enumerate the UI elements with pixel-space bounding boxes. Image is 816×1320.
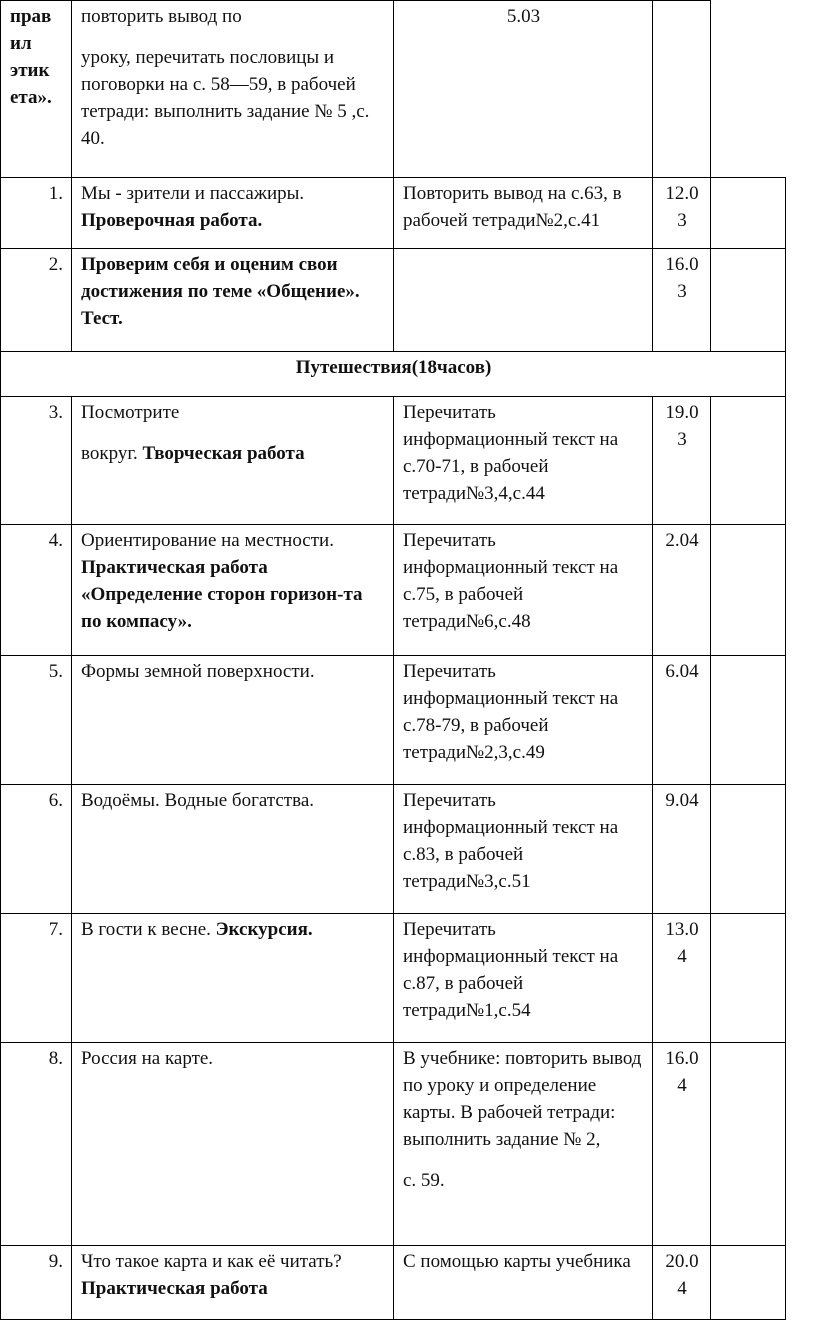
- date-cell: [653, 178, 711, 249]
- table-row: [1, 249, 786, 352]
- topic-bold-text: Творческая работа: [142, 443, 305, 464]
- table-row: [1, 1246, 786, 1320]
- topic-bold-text: Проверочная работа.: [81, 210, 263, 231]
- empty-cell: [711, 656, 786, 785]
- topic-text: В гости к весне.: [81, 919, 211, 940]
- table-row: [1, 785, 786, 914]
- table-row: [1, 525, 786, 656]
- date-cell: [653, 249, 711, 352]
- row-number: 9.: [1, 1246, 72, 1320]
- date-cell: [653, 656, 711, 785]
- date-text: 12.03: [665, 183, 699, 231]
- row-number: 4.: [1, 525, 72, 656]
- homework-cell: Перечитать информационный текст на с.78-79, в рабочей тетради№2,3,с.49: [394, 656, 653, 785]
- date-text: 19.03: [665, 402, 699, 450]
- date-cell: 5.03: [394, 1, 653, 178]
- empty-cell: [711, 914, 786, 1043]
- date-text: 16.04: [665, 1048, 699, 1096]
- date-cell: [653, 1246, 711, 1320]
- topic-cell: Россия на карте.: [72, 1043, 394, 1246]
- topic-fragment-cell: прав ил этик ета».: [1, 1, 72, 178]
- row-number: 5.: [1, 656, 72, 785]
- table-row: [1, 397, 786, 525]
- date-cell: [653, 785, 711, 914]
- empty-cell: [653, 1, 711, 178]
- topic-text: Посмотрите: [81, 402, 180, 423]
- row-number: 7.: [1, 914, 72, 1043]
- date-text: 2.04: [665, 530, 699, 551]
- topic-cell: [72, 1246, 394, 1320]
- topic-cell: [72, 397, 394, 525]
- date-text: 6.04: [665, 661, 699, 682]
- topic-text: Мы - зрители и пассажиры.: [81, 183, 305, 204]
- topic-cell: Водоёмы. Водные богатства.: [72, 785, 394, 914]
- topic-cell: [72, 525, 394, 656]
- row-number: 2.: [1, 249, 72, 352]
- outside-cell: [711, 1, 786, 178]
- homework-cell: Перечитать информационный текст на с.75, в рабочей тетради№6,с.48: [394, 525, 653, 656]
- homework-cell: Повторить вывод на с.63, в рабочей тетради№2,с.41: [394, 178, 653, 249]
- empty-cell: [711, 178, 786, 249]
- homework-cell: Перечитать информационный текст на с.87, в рабочей тетради№1,с.54: [394, 914, 653, 1043]
- table-row: [1, 178, 786, 249]
- topic-bold-text: Экскурсия.: [215, 919, 313, 940]
- date-cell: [653, 914, 711, 1043]
- date-text: 13.04: [665, 919, 699, 967]
- date-text: 16.03: [665, 254, 699, 302]
- row-number: 6.: [1, 785, 72, 914]
- homework-text-line2: уроку, перечитать пословицы и поговорки на с. 58—59, в рабочей тетради: выполнить задание № 5 ,с. 40.: [81, 47, 370, 149]
- topic-cell: [72, 914, 394, 1043]
- section-title: Путешествия(18часов): [1, 352, 786, 397]
- empty-cell: [711, 525, 786, 656]
- date-cell: [653, 525, 711, 656]
- row-number: 8.: [1, 1043, 72, 1246]
- empty-cell: [711, 1043, 786, 1246]
- homework-text: В учебнике: повторить вывод по уроку и определение карты. В рабочей тетради: выполнить задание № 2,: [403, 1048, 642, 1150]
- table-row: [1, 914, 786, 1043]
- date-cell: [653, 397, 711, 525]
- homework-text-cont: с. 59.: [403, 1170, 445, 1191]
- empty-cell: [711, 249, 786, 352]
- empty-cell: [711, 1246, 786, 1320]
- date-text: 9.04: [665, 790, 699, 811]
- empty-cell: [711, 397, 786, 525]
- date-text: 20.04: [665, 1251, 699, 1299]
- topic-cell: Формы земной поверхности.: [72, 656, 394, 785]
- topic-text: Что такое карта и как её читать?: [81, 1251, 342, 1272]
- homework-cell: [72, 1, 394, 178]
- topic-bold-text: Практическая работа «Определение сторон горизон-та по компасу».: [81, 557, 363, 632]
- topic-text-cont: вокруг.: [81, 443, 138, 464]
- table-row: [1, 1043, 786, 1246]
- section-header-row: [1, 352, 786, 397]
- date-cell: [653, 1043, 711, 1246]
- row-number: 1.: [1, 178, 72, 249]
- empty-cell: [711, 785, 786, 914]
- homework-cell: [394, 1043, 653, 1246]
- table-row: [1, 656, 786, 785]
- topic-bold-text: Практическая работа: [81, 1278, 268, 1299]
- homework-cell: [394, 249, 653, 352]
- homework-cell: Перечитать информационный текст на с.83, в рабочей тетради№3,с.51: [394, 785, 653, 914]
- homework-cell: Перечитать информационный текст на с.70-71, в рабочей тетради№3,4,с.44: [394, 397, 653, 525]
- row-number: 3.: [1, 397, 72, 525]
- homework-text-line1: повторить вывод по: [81, 6, 242, 27]
- topic-cell: Проверим себя и оценим свои достижения по теме «Общение». Тест.: [72, 249, 394, 352]
- homework-cell: С помощью карты учебника: [394, 1246, 653, 1320]
- table-row: [1, 1, 786, 178]
- topic-text: Ориентирование на местности.: [81, 530, 334, 551]
- topic-cell: [72, 178, 394, 249]
